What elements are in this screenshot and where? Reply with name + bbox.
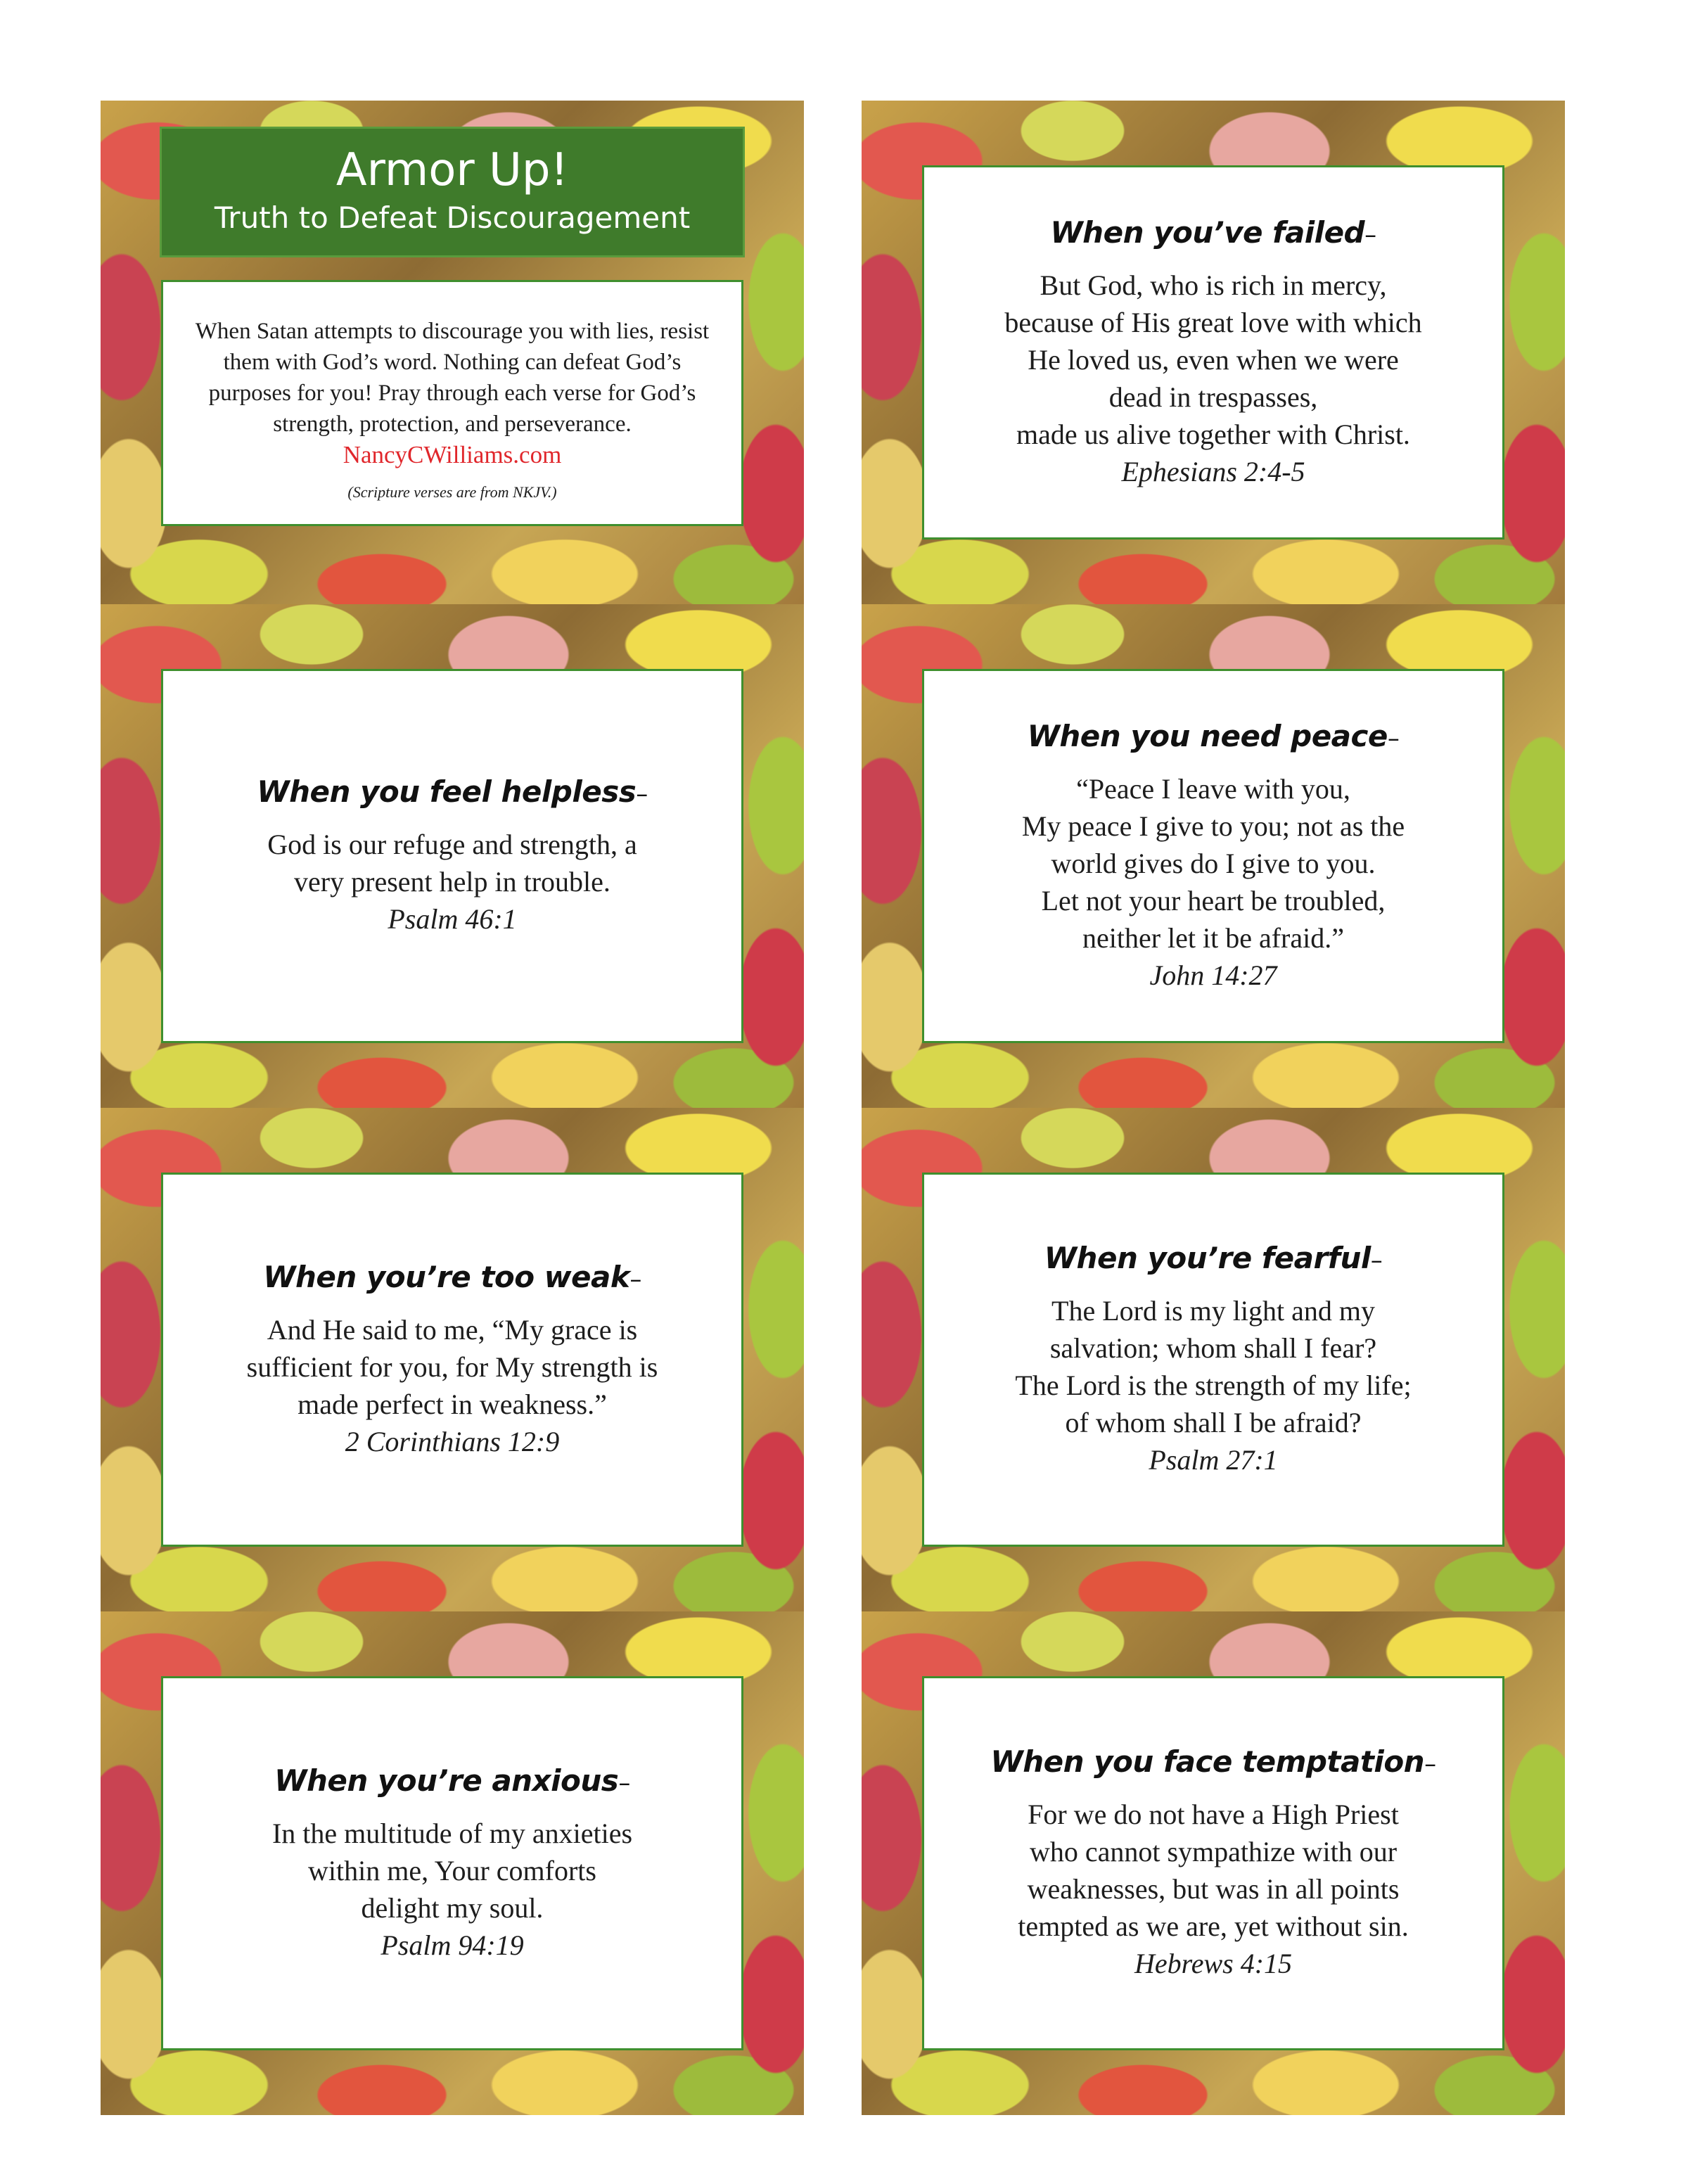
card-heading: When you’re anxious–	[274, 1763, 630, 1798]
card-heading: When you’ve failed–	[1050, 215, 1376, 250]
verse-panel	[161, 1676, 743, 2050]
verse-panel	[161, 1173, 743, 1547]
intro-body: When Satan attempts to discourage you with lies, resist them with God’s word. Nothing can defeat God’s purposes for you! Pray through each verse for God’s strength, protection, and perseverance.	[195, 319, 710, 437]
card-heading: When you need peace–	[1027, 718, 1400, 753]
verse-text: But God, who is rich in mercy, because of His great love with which He loved us, even when we were dead in trespasses, made us alive together with Christ. Ephesians 2:4-5	[1004, 267, 1421, 490]
verse-text: God is our refuge and strength, a very present help in trouble. Psalm 46:1	[267, 826, 637, 938]
card-heading: When you feel helpless–	[257, 774, 648, 809]
verse-card-peace	[862, 604, 1565, 1108]
verse-card-fearful	[862, 1108, 1565, 1611]
verse-text: The Lord is my light and my salvation; whom shall I fear? The Lord is the strength of my life; of whom shall I be afraid? Psalm 27:1	[1015, 1292, 1411, 1479]
verse-panel	[922, 1676, 1504, 2050]
verse-reference: Psalm 94:19	[381, 1929, 524, 1961]
verse-reference: Psalm 27:1	[1149, 1444, 1278, 1476]
verse-card-helpless	[101, 604, 804, 1108]
card-heading: When you’re fearful–	[1044, 1241, 1383, 1275]
verse-text: And He said to me, “My grace is sufficient for you, for My strength is made perfect in weakness.” 2 Corinthians 12:9	[247, 1311, 658, 1460]
title-banner	[160, 127, 745, 257]
card-heading: When you’re too weak–	[263, 1259, 641, 1294]
verse-reference: John 14:27	[1149, 959, 1277, 991]
verse-panel	[161, 669, 743, 1043]
verse-text: In the multitude of my anxieties within me, Your comforts delight my soul. Psalm 94:19	[272, 1815, 632, 1964]
intro-panel	[161, 280, 743, 526]
verse-card-failed	[862, 101, 1565, 604]
verse-reference: Psalm 46:1	[388, 903, 517, 935]
page-title: Armor Up!	[335, 144, 569, 196]
page-subtitle: Truth to Defeat Discouragement	[214, 200, 691, 235]
verse-card-weak	[101, 1108, 804, 1611]
verse-panel	[922, 1173, 1504, 1547]
verse-panel	[922, 669, 1504, 1043]
verse-text: “Peace I leave with you, My peace I give to you; not as the world gives do I give to you. Let not your heart be troubled, neither let it be afraid.” John 14:27	[1022, 770, 1405, 994]
card-heading: When you face temptation–	[990, 1744, 1436, 1779]
verse-card-anxious	[101, 1611, 804, 2115]
website-link[interactable]: NancyCWilliams.com	[343, 441, 562, 468]
translation-note: (Scripture verses are from NKJV.)	[347, 483, 557, 501]
verse-reference: Hebrews 4:15	[1134, 1948, 1293, 1979]
verse-reference: 2 Corinthians 12:9	[345, 1425, 560, 1457]
verse-text: For we do not have a High Priest who cannot sympathize with our weaknesses, but was in all points tempted as we are, yet without sin. Hebrews 4:15	[1018, 1796, 1408, 1982]
intro-card	[101, 101, 804, 604]
verse-panel	[922, 165, 1504, 539]
verse-card-temptation	[862, 1611, 1565, 2115]
verse-reference: Ephesians 2:4-5	[1121, 455, 1305, 487]
